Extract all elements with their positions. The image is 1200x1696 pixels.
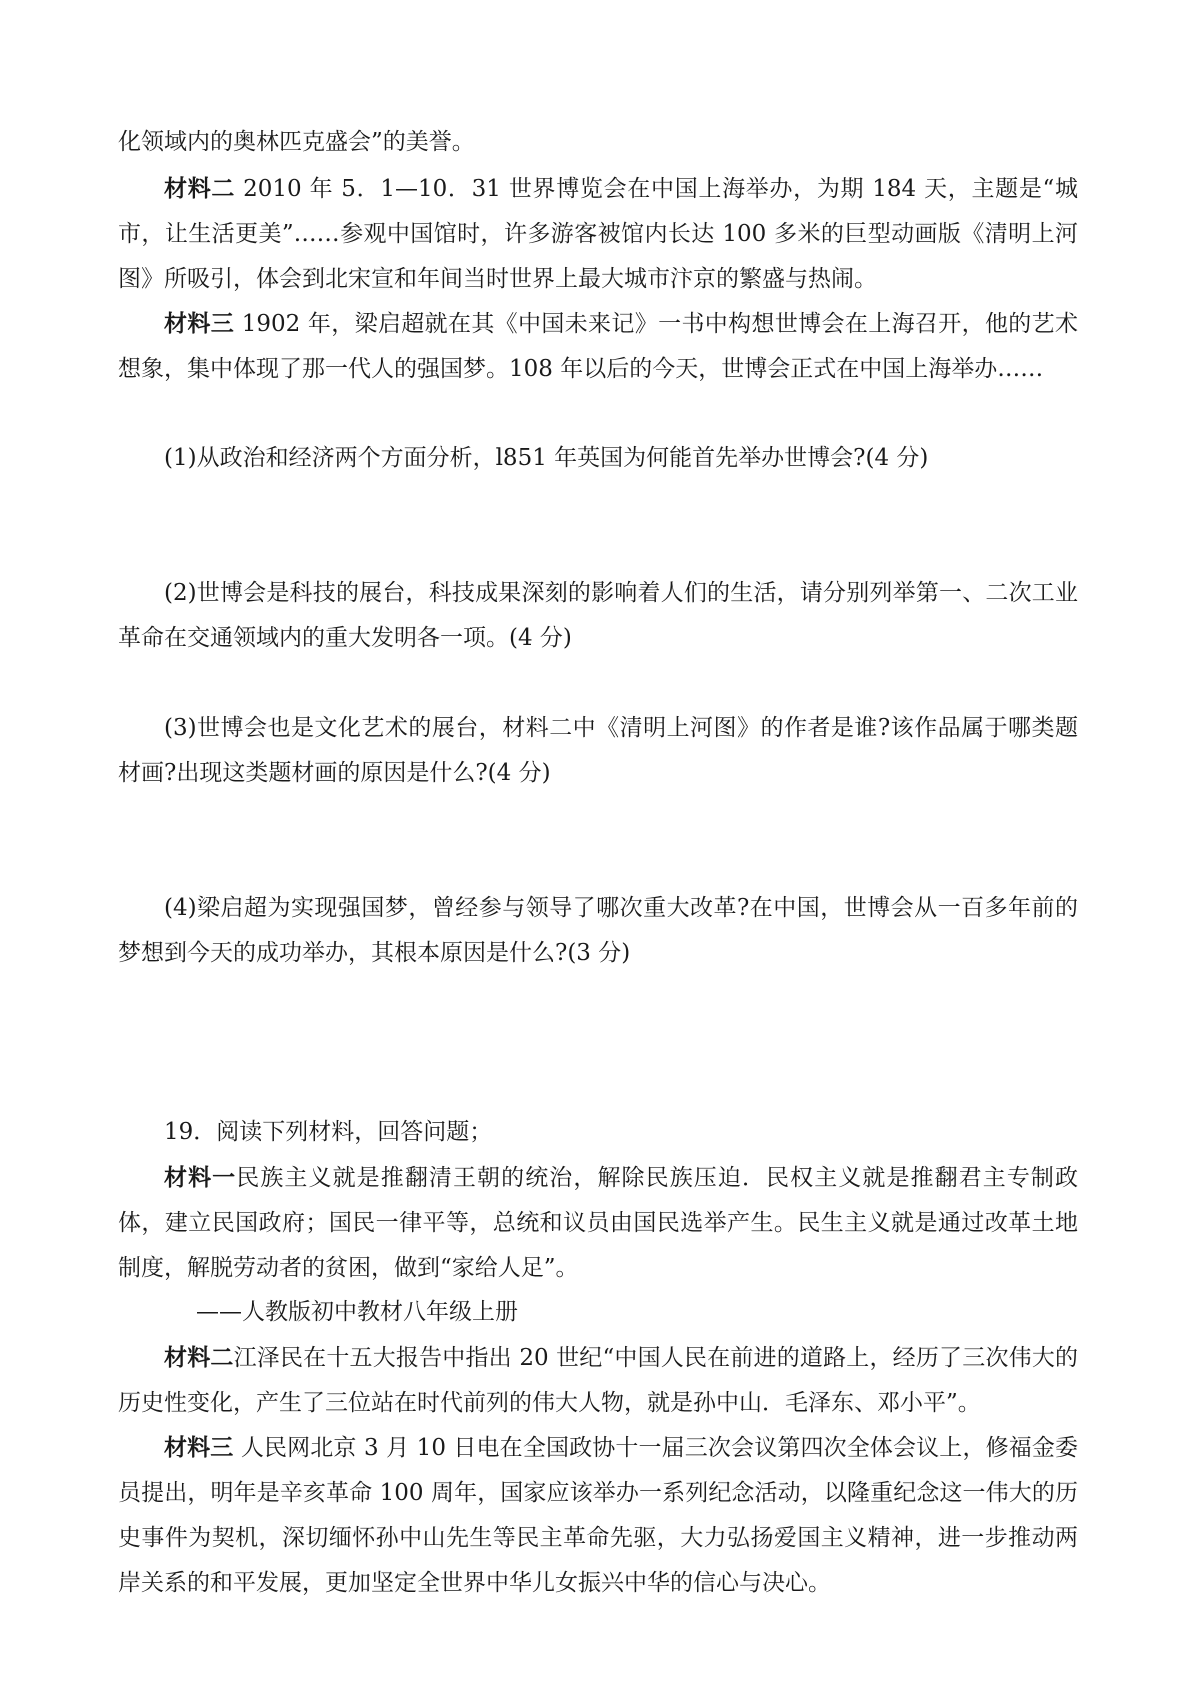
material-label: 材料二 bbox=[164, 175, 236, 202]
material-label: 材料二 bbox=[164, 1344, 234, 1371]
material-text: 1902 年，梁启超就在其《中国未来记》一书中构想世博会在上海召开，他的艺术想象，集中体现了那一代人的强国梦。108 年以后的今天，世博会正式在中国上海举办…… bbox=[118, 311, 1079, 382]
question-text: (2)世博会是科技的展台，科技成果深刻的影响着人们的生活，请分别列举第一、二次工业革命在交通领域内的重大发明各一项。(4 分) bbox=[118, 580, 1078, 651]
material-text: 民族主义就是推翻清王朝的统治，解除民族压迫．民权主义就是推翻君主专制政体，建立民国政府；国民一律平等，总统和议员由国民选举产生。民生主义就是通过改革土地制度，解脱劳动者的贫困，做到“家给人足”。 bbox=[118, 1165, 1079, 1281]
question-3 bbox=[118, 706, 1078, 796]
question-19 bbox=[118, 1110, 1078, 1155]
material-text: 2010 年 5．1—10．31 世界博览会在中国上海举办，为期 184 天，主题是“城市，让生活更美”……参观中国馆时，许多游客被馆内长达 100 多米的巨型动画版《清明上河图》所吸引，体会到北宋宣和年间当时世界上最大城市汴京的繁盛与热闹。 bbox=[118, 176, 1079, 292]
question-text: (1)从政治和经济两个方面分析，l851 年英国为何能首先举办世博会?(4 分) bbox=[164, 445, 929, 471]
material-text: 人民网北京 3 月 10 日电在全国政协十一届三次会议第四次全体会议上，修福金委员提出，明年是辛亥革命 100 周年，国家应该举办一系列纪念活动，以隆重纪念这一伟大的历史事件为契机，深切缅怀孙中山先生等民主革命先驱，大力弘扬爱国主义精神，进一步推动两岸关系的和平发展，更加坚定全世界中华儿女振兴中华的信心与决心。 bbox=[118, 1435, 1078, 1596]
material-label: 材料三 bbox=[164, 310, 235, 337]
material-three bbox=[118, 301, 1078, 392]
question-text: (3)世博会也是文化艺术的展台，材料二中《清明上河图》的作者是谁?该作品属于哪类题材画?出现这类题材画的原因是什么?(4 分) bbox=[118, 715, 1078, 786]
question-text: (4)梁启超为实现强国梦，曾经参与领导了哪次重大改革?在中国，世博会从一百多年前的梦想到今天的成功举办，其根本原因是什么?(3 分) bbox=[118, 895, 1078, 966]
material-text: 江泽民在十五大报告中指出 20 世纪“中国人民在前进的道路上，经历了三次伟大的历史性变化，产生了三位站在时代前列的伟大人物，就是孙中山．毛泽东、邓小平”。 bbox=[118, 1345, 1079, 1416]
material-source bbox=[196, 1290, 518, 1335]
material-two bbox=[118, 166, 1078, 302]
paragraph-text: 化领域内的奥林匹克盛会”的美誉。 bbox=[118, 129, 475, 155]
source-text: ——人教版初中教材八年级上册 bbox=[196, 1299, 518, 1325]
question-text: 19．阅读下列材料，回答问题； bbox=[164, 1119, 493, 1145]
material-two-19 bbox=[118, 1335, 1078, 1426]
question-4 bbox=[118, 886, 1078, 976]
paragraph-continuation bbox=[118, 120, 1078, 165]
question-1 bbox=[118, 436, 1078, 481]
material-label: 材料一 bbox=[164, 1164, 237, 1191]
material-label: 材料三 bbox=[164, 1434, 234, 1461]
material-one-19 bbox=[118, 1155, 1078, 1291]
question-2 bbox=[118, 571, 1078, 661]
material-three-19 bbox=[118, 1425, 1078, 1606]
